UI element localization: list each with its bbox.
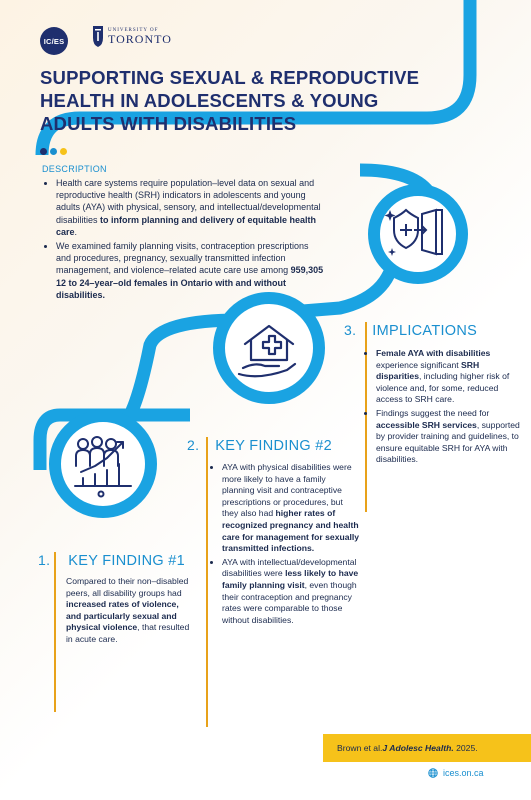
finding2-number: 2. [187,437,200,453]
implications-bullet-2: • Findings suggest the need for accessible SRH services, supported by provider training and guidelines, to ensure equitable SRH for AYA with disabilities. [376,408,524,466]
dot-navy [40,148,47,155]
implications-bullet-1: • Female AYA with disabilities experience significant SRH disparities, including higher risk of violence and, for some, reduced access to SRH care. [376,348,524,406]
dot-yellow [60,148,67,155]
globe-icon [428,768,438,778]
finding1-title: KEY FINDING #1 [68,553,186,569]
finding1-heading [38,552,185,569]
implications-body [372,348,524,468]
uoft-logo [92,24,172,48]
dot-blue [50,148,57,155]
uoft-big-text: TORONTO [108,31,172,46]
finding2-heading [187,437,332,454]
ices-logo: IC/ES [40,27,68,55]
finding2-bullet-2: • AYA with intellectual/developmental disabilities were less likely to have family planning visit, even though their contraception and pregnancy rates were comparable to those without disabilities. [222,557,360,627]
implications-number: 3. [344,322,357,338]
finding2-divider [206,437,208,727]
finding1-number: 1. [38,552,51,568]
finding2-bullet-1: • AYA with physical disabilities were more likely to have a family planning visit and contraceptive prescriptions or procedures, but they also had higher rates of recognized pregnancy and health care for management for sexually transmitted infections. [222,462,360,555]
implications-title: IMPLICATIONS [372,323,478,339]
citation-authors: Brown et al. [337,743,383,753]
decorative-dots [40,148,67,155]
implications-heading [344,322,477,339]
description-heading: DESCRIPTION [42,164,107,174]
finding1-body: Compared to their non–disabled peers, all disability groups had increased rates of violence, and particularly sexual and physical violence, that resulted in acute care. [66,576,190,644]
uoft-crest-icon [92,24,104,48]
finding2-title: KEY FINDING #2 [215,438,333,454]
house-health-icon [225,304,313,392]
finding1-divider [54,552,56,712]
citation-box [323,734,531,762]
description-body [40,177,325,303]
implications-icon-circle [368,184,468,284]
description-bullet-2: • We examined family planning visits, contraception prescriptions and procedures, pregnancy, sexually transmitted infection management, and violence–related acute care use among 959,305 12 to 24–year–old females in Ontario with and without disabilities. [56,240,325,301]
page-title: SUPPORTING SEXUAL & REPRODUCTIVE HEALTH IN ADOLESCENTS & YOUNG ADULTS WITH DISABILITIES [40,67,420,134]
description-bullet-1: • Health care systems require population–level data on sexual and reproductive health (SRH) indicators in adolescents and young adults (AYA) with physical, sensory, and intellectual/developmental disabilities to inform planning and delivery of equitable health care. [56,177,325,238]
people-chart-icon [61,422,145,506]
website-url[interactable]: ices.on.ca [443,768,484,778]
website-link[interactable] [428,768,484,778]
finding2-icon-circle [213,292,325,404]
finding1-icon-circle [49,410,157,518]
shield-door-icon [380,196,456,272]
uoft-small-text: UNIVERSITY OF [108,27,159,33]
finding2-body [216,462,360,628]
citation-year: 2025. [453,743,478,753]
citation-journal: J Adolesc Health. [382,743,454,753]
